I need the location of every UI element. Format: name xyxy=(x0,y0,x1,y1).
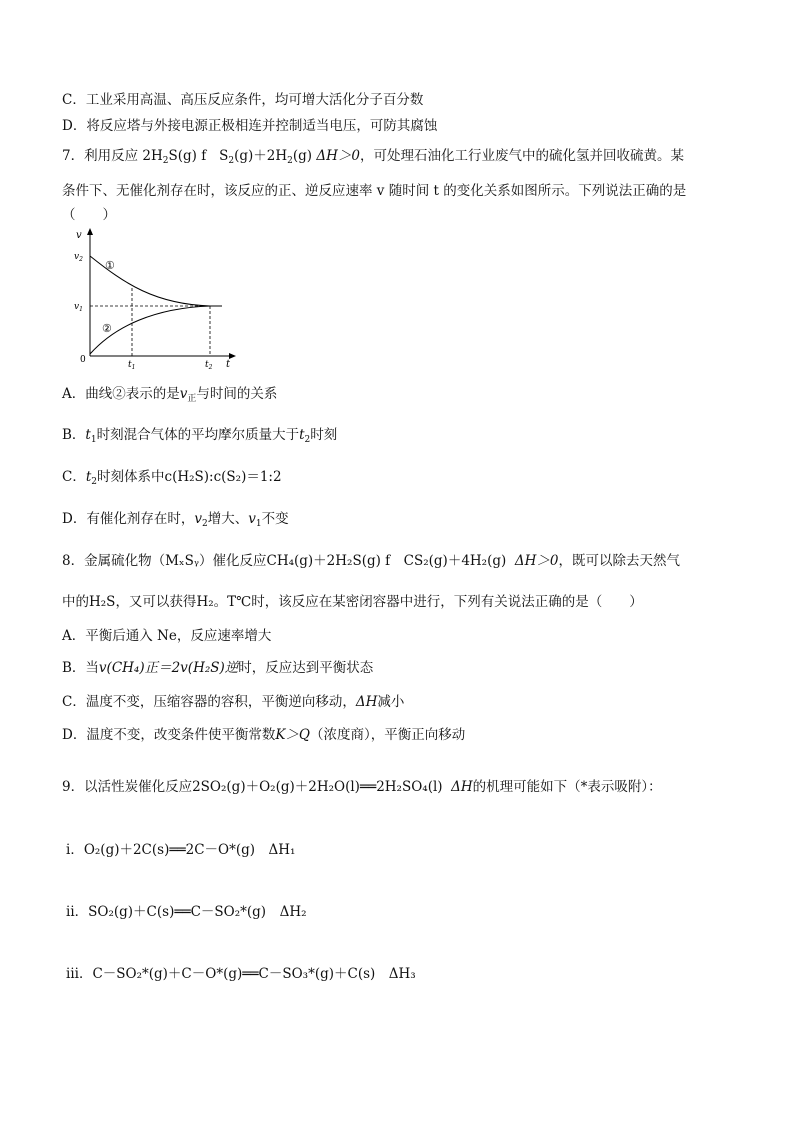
q6-option-d: D．将反应塔与外接电源正极相连并控制适当电压，可防其腐蚀 xyxy=(62,118,438,134)
curve-1-label: ① xyxy=(105,259,115,272)
x-axis-label: t xyxy=(226,359,231,370)
q8-stem-line2: 中的H₂S，又可以获得H₂。T℃时，该反应在某密闭容器中进行，下列有关说法正确的是（ ） xyxy=(62,594,643,610)
origin-label: 0 xyxy=(80,355,86,365)
q7-stem-text1: ，可处理石油化工行业废气中的硫化氢并回收硫黄。某 xyxy=(359,148,684,164)
q9-step-iii: ⅲ．C－SO₂*(g)＋C－O*(g)══C－SO₃*(g)＋C(s) ΔH₃ xyxy=(66,966,416,982)
y-axis-arrow xyxy=(87,228,93,235)
q7-option-b: B．$t_1$时刻混合气体的平均摩尔质量大于$t_2$时刻 xyxy=(62,427,338,445)
q9-stem: 9．以活性炭催化反应2SO₂(g)＋O₂(g)＋2H₂O(l)══2H₂SO₄(l) ΔH的机理可能如下（*表示吸附）： xyxy=(62,779,662,795)
x-axis-arrow xyxy=(229,353,236,359)
v1-label: $v_1$ xyxy=(74,302,83,313)
q8-option-a: A．平衡后通入 Ne，反应速率增大 xyxy=(62,628,272,644)
t2-label: $t_2$ xyxy=(205,360,213,371)
q8-stem-line1: 8．金属硫化物（MₓSᵧ）催化反应CH₄(g)＋2H₂S(g) f CS₂(g)＋4H₂(g) ΔH＞0，既可以除去天然气 xyxy=(62,553,680,569)
q7-equation: $2H_2S(g)$ f $S_2(g)+2H_2(g)$ xyxy=(142,148,313,166)
q8-option-d: D．温度不变，改变条件使平衡常数K＞Q（浓度商），平衡正向移动 xyxy=(62,727,466,743)
q7-delta-h: ΔH＞0 xyxy=(316,148,360,164)
v2-label: $v_2$ xyxy=(74,252,83,263)
q7-rate-time-graph xyxy=(70,226,240,376)
q7-option-d: D．有催化剂存在时，$v_2$增大、$v_1$不变 xyxy=(62,511,289,529)
t1-label: $t_1$ xyxy=(128,360,136,371)
q7-option-a: A．曲线②表示的是$v_正$与时间的关系 xyxy=(62,386,278,404)
y-axis-label: v xyxy=(76,230,82,241)
q8-option-b: B．当v(CH₄)正＝2v(H₂S)逆时，反应达到平衡状态 xyxy=(62,660,374,676)
q7-stem-line2: 条件下、无催化剂存在时，该反应的正、逆反应速率 v 随时间 t 的变化关系如图所示。下列说法正确的是 xyxy=(62,183,687,199)
curve-2-label: ② xyxy=(102,322,112,335)
q8-option-c: C．温度不变，压缩容器的容积，平衡逆向移动，ΔH减小 xyxy=(62,694,405,710)
q7-answer-paren: （ ） xyxy=(62,207,116,223)
q7-stem-line1 xyxy=(62,146,684,171)
q9-step-ii: ⅱ．SO₂(g)＋C(s)══C－SO₂*(g) ΔH₂ xyxy=(66,904,307,920)
q7-number: 7．利用反应 xyxy=(62,148,139,164)
q7-option-c: C．$t_2$时刻体系中c(H₂S):c(S₂)＝1:2 xyxy=(62,469,282,487)
q6-option-c: C．工业采用高温、高压反应条件，均可增大活化分子百分数 xyxy=(62,92,424,108)
q9-step-i: ⅰ．O₂(g)＋2C(s)══2C－O*(g) ΔH₁ xyxy=(66,842,296,858)
